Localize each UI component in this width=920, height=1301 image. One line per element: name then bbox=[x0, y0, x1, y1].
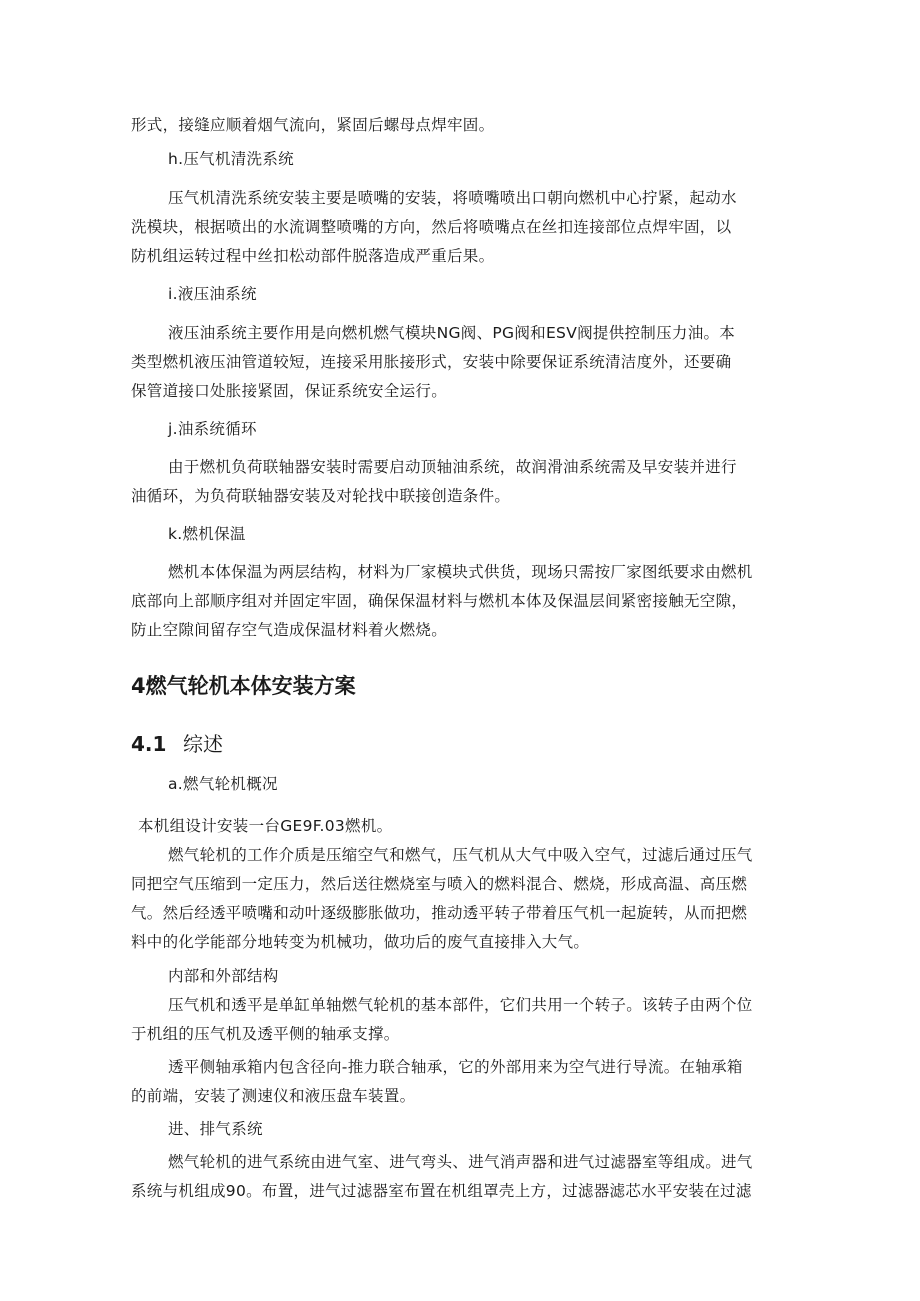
text-line: 燃气轮机的进气系统由进气室、进气弯头、进气消声器和进气过滤器室等组成。进气 bbox=[168, 1153, 753, 1171]
text-line: 料中的化学能部分地转变为机械功，做功后的废气直接排入大气。 bbox=[131, 933, 590, 951]
text-line: 同把空气压缩到一定压力，然后送往燃烧室与喷入的燃料混合、燃烧，形成高温、高压燃 bbox=[131, 875, 748, 893]
text-line: 保管道接口处胀接紧固，保证系统安全运行。 bbox=[131, 382, 448, 400]
subsection-heading bbox=[131, 728, 223, 757]
text-line: 透平侧轴承箱内包含径向-推力联合轴承，它的外部用来为空气进行导流。在轴承箱 bbox=[168, 1058, 743, 1076]
section-heading: 4燃气轮机本体安装方案 bbox=[131, 674, 356, 698]
text-line: 系统与机组成90。布置，进气过滤器室布置在机组罩壳上方，过滤器滤芯水平安装在过滤 bbox=[131, 1182, 752, 1200]
text-line: a.燃气轮机概况 bbox=[168, 775, 278, 793]
text-line: 类型燃机液压油管道较短，连接采用胀接形式，安装中除要保证系统清洁度外，还要确 bbox=[131, 353, 732, 371]
text-line: 压气机和透平是单缸单轴燃气轮机的基本部件，它们共用一个转子。该转子由两个位 bbox=[168, 996, 753, 1014]
text-line: 内部和外部结构 bbox=[168, 967, 279, 985]
subsection-title: 综述 bbox=[183, 732, 223, 756]
text-line: 压气机清洗系统安装主要是喷嘴的安装，将喷嘴喷出口朝向燃机中心拧紧，起动水 bbox=[168, 189, 737, 207]
text-line: k.燃机保温 bbox=[168, 525, 246, 543]
text-line: 由于燃机负荷联轴器安装时需要启动顶轴油系统，故润滑油系统需及早安装并进行 bbox=[168, 458, 737, 476]
subsection-number: 4.1 bbox=[131, 732, 167, 756]
text-line: 的前端，安装了测速仪和液压盘车装置。 bbox=[131, 1087, 416, 1105]
text-line: 本机组设计安装一台GE9F.03燃机。 bbox=[138, 817, 393, 835]
text-line: 燃机本体保温为两层结构，材料为厂家模块式供货，现场只需按厂家图纸要求由燃机 bbox=[168, 563, 753, 581]
text-line: 气。然后经透平喷嘴和动叶逐级膨胀做功，推动透平转子带着压气机一起旋转，从而把燃 bbox=[131, 904, 748, 922]
text-line: 油循环，为负荷联轴器安装及对轮找中联接创造条件。 bbox=[131, 487, 511, 505]
text-line: 燃气轮机的工作介质是压缩空气和燃气，压气机从大气中吸入空气，过滤后通过压气 bbox=[168, 846, 753, 864]
text-line: 于机组的压气机及透平侧的轴承支撑。 bbox=[131, 1025, 400, 1043]
text-line: 形式，接缝应顺着烟气流向，紧固后螺母点焊牢固。 bbox=[131, 116, 495, 134]
text-line: 液压油系统主要作用是向燃机燃气模块NG阀、PG阀和ESV阀提供控制压力油。本 bbox=[168, 324, 736, 342]
text-line: 防止空隙间留存空气造成保温材料着火燃烧。 bbox=[131, 621, 448, 639]
text-line: 进、排气系统 bbox=[168, 1120, 263, 1138]
text-line: j.油系统循环 bbox=[168, 420, 257, 438]
text-line: 底部向上部顺序组对并固定牢固，确保保温材料与燃机本体及保温层间紧密接触无空隙， bbox=[131, 592, 748, 610]
text-line: i.液压油系统 bbox=[168, 285, 257, 303]
text-line: h.压气机清洗系统 bbox=[168, 150, 294, 168]
text-line: 洗模块，根据喷出的水流调整喷嘴的方向，然后将喷嘴点在丝扣连接部位点焊牢固，以 bbox=[131, 218, 732, 236]
text-line: 防机组运转过程中丝扣松动部件脱落造成严重后果。 bbox=[131, 247, 495, 265]
